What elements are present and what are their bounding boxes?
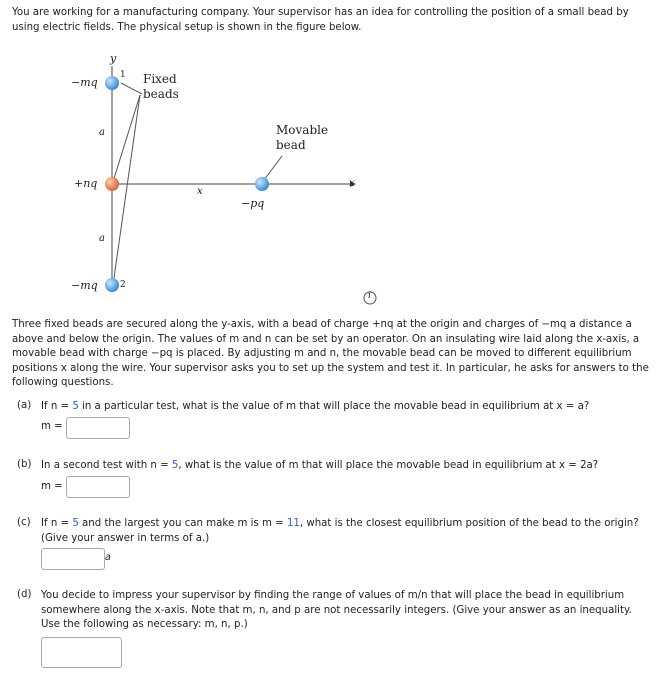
top-charge-label: −mq <box>71 76 98 89</box>
question-a-text: If n = 5 in a particular test, what is the value of m that will place the movable bead in equilibrium at x = a? <box>41 401 590 412</box>
physics-figure <box>0 0 663 320</box>
question-a-answer-input[interactable] <box>66 417 130 439</box>
movable-label-line2: bead <box>276 138 306 152</box>
spacing-bottom-label: a <box>99 233 105 244</box>
x-axis-end-label: x <box>349 178 355 189</box>
marker-1: 1 <box>120 70 126 80</box>
question-b-number: (b) <box>17 459 32 470</box>
question-a-number: (a) <box>17 400 32 411</box>
leader-line-movable <box>264 156 282 180</box>
bottom-charge-label: −mq <box>71 279 98 292</box>
fixed-label-line1: Fixed <box>143 72 177 86</box>
marker-2: 2 <box>120 280 126 290</box>
question-c-answer-input[interactable] <box>41 548 105 570</box>
movable-bead <box>255 177 269 191</box>
y-axis-label: y <box>110 52 117 65</box>
top-fixed-bead <box>105 76 119 90</box>
fixed-label-line2: beads <box>143 87 179 101</box>
fixed-label-line <box>121 83 142 94</box>
bottom-fixed-bead <box>105 278 119 292</box>
question-d-answer-input[interactable] <box>41 637 122 668</box>
question-d-text: You decide to impress your supervisor by finding the range of values of m/n that will place the bead in equilibrium somewhere along the x-axis. Note that m, n, and p are not necessarily integers. (Give your answer as an inequality. Use the following as necessary: m, n, p.) <box>41 590 632 630</box>
x-mid-label: x <box>197 186 203 197</box>
movable-label-line1: Movable <box>276 123 329 137</box>
question-b-answer-input[interactable] <box>66 476 130 498</box>
leader-line-bottom <box>113 95 140 285</box>
problem-description: Three fixed beads are secured along the y-axis, with a bead of charge +nq at the origin and charges of −mq a distance a above and below the origin. The values of m and n can be set by an operator. On an insulating wire laid along the x-axis, a movable bead with charge −pq is placed. By adjusting m and n, the movable bead can be moved to different equilibrium positions x along the wire. Your supervisor asks you to set up the system and test it. In particular, he asks for answers to the following questions. <box>12 319 649 388</box>
question-a-answer-label: m = <box>41 421 63 432</box>
movable-charge-label: −pq <box>241 197 265 210</box>
spacing-top-label: a <box>99 127 105 138</box>
question-d-number: (d) <box>17 589 32 600</box>
question-c-text: If n = 5 and the largest you can make m is m = 11, what is the closest equilibrium position of the bead to the origin? (Give your answer in terms of a.) <box>41 518 639 544</box>
leader-line-top <box>112 95 140 185</box>
origin-fixed-bead <box>105 177 119 191</box>
question-b-answer-label: m = <box>41 481 63 492</box>
mid-charge-label: +nq <box>74 177 98 190</box>
question-c-unit: a <box>105 552 111 563</box>
question-b-text: In a second test with n = 5, what is the value of m that will place the movable bead in equilibrium at x = 2a? <box>41 460 599 471</box>
question-c-number: (c) <box>17 517 31 528</box>
info-icon-glyph: i <box>368 291 371 301</box>
intro-text: You are working for a manufacturing company. Your supervisor has an idea for controlling the position of a small bead by using electric fields. The physical setup is shown in the figure below. <box>12 7 629 33</box>
